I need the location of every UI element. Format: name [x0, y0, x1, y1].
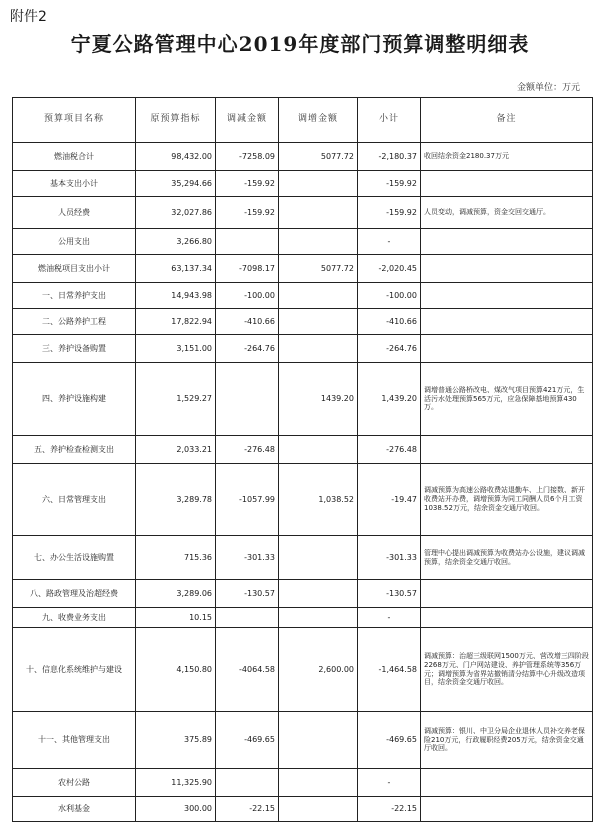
cell-subtotal: -410.66: [358, 309, 421, 335]
cell-increase: 2,600.00: [279, 628, 358, 712]
cell-decrease: -159.92: [216, 171, 279, 197]
cell-decrease: -276.48: [216, 436, 279, 464]
cell-remarks: [421, 229, 593, 255]
table-row: [13, 580, 593, 608]
cell-increase: [279, 712, 358, 769]
cell-remarks: 调减预算：银川、中卫分局企业退休人员补交养老保险210万元，行政履职经费205万元，结余资金交通厅收回。: [421, 712, 593, 769]
col-header-increase: 调增金额: [279, 98, 358, 143]
cell-item-name: 九、收费业务支出: [13, 608, 136, 628]
cell-increase: 1,038.52: [279, 464, 358, 536]
cell-increase: [279, 536, 358, 580]
cell-original: 32,027.86: [136, 197, 216, 229]
cell-remarks: [421, 309, 593, 335]
cell-remarks: 调增普通公路桥改电、煤改气项目预算421万元，生活污水处理预算565万元，应急保障基地预算430万。: [421, 363, 593, 436]
cell-original: 4,150.80: [136, 628, 216, 712]
cell-item-name: 六、日常管理支出: [13, 464, 136, 536]
cell-original: 2,033.21: [136, 436, 216, 464]
table-row: [13, 769, 593, 797]
cell-remarks: 收回结余资金2180.37万元: [421, 143, 593, 171]
cell-original: 11,325.90: [136, 769, 216, 797]
cell-item-name: 基本支出小计: [13, 171, 136, 197]
col-header-item-name: 预算项目名称: [13, 98, 136, 143]
cell-item-name: 水利基金: [13, 797, 136, 822]
cell-increase: [279, 797, 358, 822]
table-row: [13, 283, 593, 309]
cell-original: 3,266.80: [136, 229, 216, 255]
cell-increase: [279, 580, 358, 608]
table-row: [13, 464, 593, 536]
cell-subtotal: 1,439.20: [358, 363, 421, 436]
cell-decrease: -100.00: [216, 283, 279, 309]
table-row: [13, 143, 593, 171]
table-row: [13, 335, 593, 363]
cell-subtotal: -469.65: [358, 712, 421, 769]
cell-item-name: 十、信息化系统维护与建设: [13, 628, 136, 712]
table-row: [13, 363, 593, 436]
cell-original: 10.15: [136, 608, 216, 628]
cell-subtotal: -19.47: [358, 464, 421, 536]
budget-table: [12, 97, 593, 822]
cell-increase: [279, 608, 358, 628]
cell-subtotal: -264.76: [358, 335, 421, 363]
cell-item-name: 人员经费: [13, 197, 136, 229]
cell-original: 375.89: [136, 712, 216, 769]
cell-remarks: [421, 436, 593, 464]
page-title: 宁夏公路管理中心2019年度部门预算调整明细表: [70, 32, 530, 56]
cell-subtotal: -: [358, 229, 421, 255]
cell-item-name: 燃油税合计: [13, 143, 136, 171]
col-header-remarks: 备注: [421, 98, 593, 143]
cell-original: 63,137.34: [136, 255, 216, 283]
cell-remarks: [421, 335, 593, 363]
cell-item-name: 八、路政管理及治超经费: [13, 580, 136, 608]
cell-item-name: 七、办公生活设施购置: [13, 536, 136, 580]
cell-decrease: -264.76: [216, 335, 279, 363]
cell-decrease: -22.15: [216, 797, 279, 822]
cell-original: 1,529.27: [136, 363, 216, 436]
cell-decrease: [216, 608, 279, 628]
cell-original: 3,289.06: [136, 580, 216, 608]
cell-decrease: -1057.99: [216, 464, 279, 536]
cell-remarks: [421, 608, 593, 628]
cell-remarks: 管理中心提出调减预算为收费站办公设施，建议调减预算，结余资金交通厅收回。: [421, 536, 593, 580]
cell-item-name: 十一、其他管理支出: [13, 712, 136, 769]
cell-decrease: -469.65: [216, 712, 279, 769]
cell-original: 14,943.98: [136, 283, 216, 309]
cell-remarks: 调减预算为高速公路收费站退勤车、上门接数、新开收费站开办费，调增预算为同工同酬人员6个月工资1038.52万元，结余资金交通厅收回。: [421, 464, 593, 536]
cell-subtotal: -130.57: [358, 580, 421, 608]
cell-remarks: [421, 255, 593, 283]
cell-decrease: [216, 769, 279, 797]
cell-original: 3,151.00: [136, 335, 216, 363]
cell-remarks: [421, 171, 593, 197]
cell-remarks: [421, 283, 593, 309]
cell-decrease: -7098.17: [216, 255, 279, 283]
cell-decrease: -410.66: [216, 309, 279, 335]
col-header-decrease: 调减金额: [216, 98, 279, 143]
table-row: [13, 255, 593, 283]
cell-decrease: -159.92: [216, 197, 279, 229]
cell-item-name: 燃油税项目支出小计: [13, 255, 136, 283]
attachment-label: 附件2: [10, 9, 47, 25]
cell-increase: [279, 335, 358, 363]
cell-remarks: 调减预算：治超三级联网1500万元、营改增三四阶段2268万元、门户网站建设、养护管理系统等356万元；调增预算为省界站撤销清分结算中心升级改造项目，结余资金交通厅收回。: [421, 628, 593, 712]
cell-subtotal: -22.15: [358, 797, 421, 822]
cell-increase: 1439.20: [279, 363, 358, 436]
cell-item-name: 公用支出: [13, 229, 136, 255]
cell-subtotal: -: [358, 608, 421, 628]
cell-increase: 5077.72: [279, 143, 358, 171]
cell-subtotal: -100.00: [358, 283, 421, 309]
cell-original: 17,822.94: [136, 309, 216, 335]
table-header-row: [13, 98, 593, 143]
cell-subtotal: -276.48: [358, 436, 421, 464]
cell-increase: [279, 436, 358, 464]
table-row: [13, 436, 593, 464]
cell-item-name: 四、养护设施构建: [13, 363, 136, 436]
cell-remarks: 人员变动，调减预算，资金交回交通厅。: [421, 197, 593, 229]
table-row: [13, 628, 593, 712]
table-row: [13, 536, 593, 580]
cell-decrease: -301.33: [216, 536, 279, 580]
cell-increase: 5077.72: [279, 255, 358, 283]
cell-increase: [279, 229, 358, 255]
cell-remarks: [421, 580, 593, 608]
cell-subtotal: -1,464.58: [358, 628, 421, 712]
cell-subtotal: -2,180.37: [358, 143, 421, 171]
cell-item-name: 农村公路: [13, 769, 136, 797]
table-row: [13, 309, 593, 335]
cell-original: 98,432.00: [136, 143, 216, 171]
table-row: [13, 712, 593, 769]
table-row: [13, 229, 593, 255]
table-row: [13, 171, 593, 197]
col-header-original: 原预算指标: [136, 98, 216, 143]
cell-remarks: [421, 769, 593, 797]
cell-increase: [279, 283, 358, 309]
cell-decrease: -7258.09: [216, 143, 279, 171]
cell-decrease: [216, 229, 279, 255]
cell-item-name: 一、日常养护支出: [13, 283, 136, 309]
cell-subtotal: -159.92: [358, 171, 421, 197]
cell-original: 715.36: [136, 536, 216, 580]
table-row: [13, 608, 593, 628]
cell-remarks: [421, 797, 593, 822]
cell-original: 3,289.78: [136, 464, 216, 536]
cell-item-name: 五、养护检查检测支出: [13, 436, 136, 464]
cell-item-name: 二、公路养护工程: [13, 309, 136, 335]
cell-original: 300.00: [136, 797, 216, 822]
cell-subtotal: -: [358, 769, 421, 797]
cell-item-name: 三、养护设备购置: [13, 335, 136, 363]
cell-subtotal: -301.33: [358, 536, 421, 580]
cell-increase: [279, 171, 358, 197]
table-row: [13, 797, 593, 822]
cell-original: 35,294.66: [136, 171, 216, 197]
cell-increase: [279, 309, 358, 335]
cell-decrease: -4064.58: [216, 628, 279, 712]
table-row: [13, 197, 593, 229]
col-header-subtotal: 小计: [358, 98, 421, 143]
cell-subtotal: -2,020.45: [358, 255, 421, 283]
unit-label: 金额单位：万元: [516, 83, 580, 93]
cell-subtotal: -159.92: [358, 197, 421, 229]
cell-increase: [279, 197, 358, 229]
cell-decrease: [216, 363, 279, 436]
cell-decrease: -130.57: [216, 580, 279, 608]
cell-increase: [279, 769, 358, 797]
